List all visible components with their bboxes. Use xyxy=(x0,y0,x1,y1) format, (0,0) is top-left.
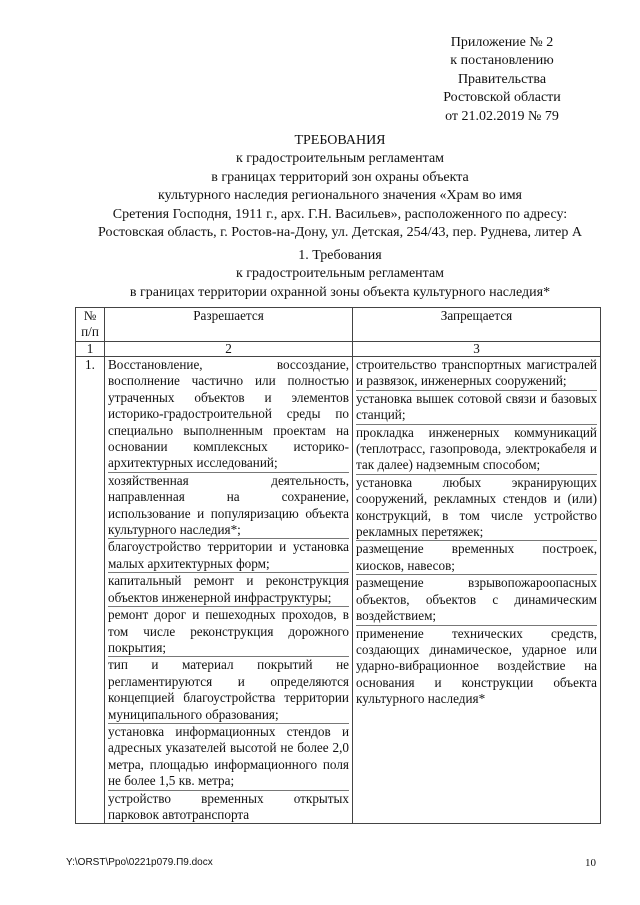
table-header-row xyxy=(76,308,601,342)
appendix-line: Приложение № 2 xyxy=(450,35,554,50)
appendix-line: Правительства xyxy=(457,71,547,87)
table-row xyxy=(76,357,601,824)
footer-file-path: Y:\ORST\Ppo\0221p079.П9.docx xyxy=(66,857,213,868)
forbidden-item: прокладка инженерных коммуникаций (теплотрасс, газопровода, электрокабеля и так далее) надземным способом; xyxy=(356,424,597,473)
section-line: к градостроительным регламентам xyxy=(235,266,445,282)
title-line: Ростовская область, г. Ростов-на-Дону, ул. Детская, 254/43, пер. Руднева, литер А xyxy=(98,225,582,241)
appendix-line: к постановлению xyxy=(450,53,554,69)
requirements-table xyxy=(75,307,601,824)
forbidden-item: применение технических средств, создающих динамическое, ударное или ударно-вибрационное воздействие на основания и конструкции объекта культурного наследия* xyxy=(356,625,597,707)
title-line: культурного наследия регионального значения «Храм во имя xyxy=(157,188,522,204)
allowed-item: хозяйственная деятельность, направленная на сохранение, использование и популяризацию объекта культурного наследия*; xyxy=(108,472,349,538)
allowed-item: устройство временных открытых парковок автотранспорта xyxy=(108,790,349,822)
allowed-item: ремонт дорог и пешеходных проходов, в том числе реконструкция дорожного покрытия; xyxy=(108,607,349,655)
allowed-cell xyxy=(105,357,353,824)
forbidden-item: строительство транспортных магистралей и развязок, инженерных сооружений; xyxy=(356,357,597,389)
header-number: № п/п xyxy=(76,308,105,342)
footer-page-number: 10 xyxy=(585,857,596,869)
forbidden-item: размещение взрывопожароопасных объектов, объектов с динамическим воздействием; xyxy=(356,575,597,624)
section-title xyxy=(60,247,620,302)
header-forbidden: Запрещается xyxy=(353,308,601,342)
appendix-line: от 21.02.2019 № 79 xyxy=(445,108,559,124)
index-cell: 1 xyxy=(76,342,105,357)
section-line: в границах территории охранной зоны объекта культурного наследия* xyxy=(129,284,551,300)
header-allowed: Разрешается xyxy=(105,308,353,342)
allowed-item: благоустройство территории и установка малых архитектурных форм; xyxy=(108,539,349,571)
allowed-item: тип и материал покрытий не регламентируются и определяются концепцией благоустройства территории муниципального образования; xyxy=(108,657,349,722)
forbidden-item: установка любых экранирующих сооружений, рекламных стендов и (или) конструкций, в том числе устройство рекламных перетяжек; xyxy=(356,474,597,540)
forbidden-cell xyxy=(353,357,601,824)
title-line: к градостроительным регламентам xyxy=(235,151,445,167)
row-number: 1. xyxy=(76,357,105,824)
forbidden-item: установка вышек сотовой связи и базовых станций; xyxy=(356,390,597,423)
appendix-block xyxy=(402,34,602,126)
title-line: в границах территорий зон охраны объекта xyxy=(211,169,469,185)
section-line: 1. Требования xyxy=(298,248,382,263)
allowed-item: установка информационных стендов и адресных указателей высотой не более 2,0 метра, площадью информационного поля не более 1,5 кв. метра; xyxy=(108,723,349,789)
allowed-item: капитальный ремонт и реконструкция объектов инженерной инфраструктуры; xyxy=(108,573,349,605)
index-cell: 3 xyxy=(353,342,601,357)
title-line: ТРЕБОВАНИЯ xyxy=(294,133,386,148)
index-cell: 2 xyxy=(105,342,353,357)
title-line: Сретения Господня, 1911 г., арх. Г.Н. Васильев», расположенного по адресу: xyxy=(112,206,568,222)
table-index-row xyxy=(76,342,601,357)
document-title xyxy=(60,132,620,242)
forbidden-item: размещение временных построек, киосков, навесов; xyxy=(356,541,597,573)
appendix-line: Ростовской области xyxy=(443,90,561,106)
allowed-item: Восстановление, воссоздание, восполнение частично или полностью утраченных объектов и элементов историко-градостроительной среды по специально выполненным проектам на основании комплексных историко-архитектурных исследований; xyxy=(108,357,349,471)
